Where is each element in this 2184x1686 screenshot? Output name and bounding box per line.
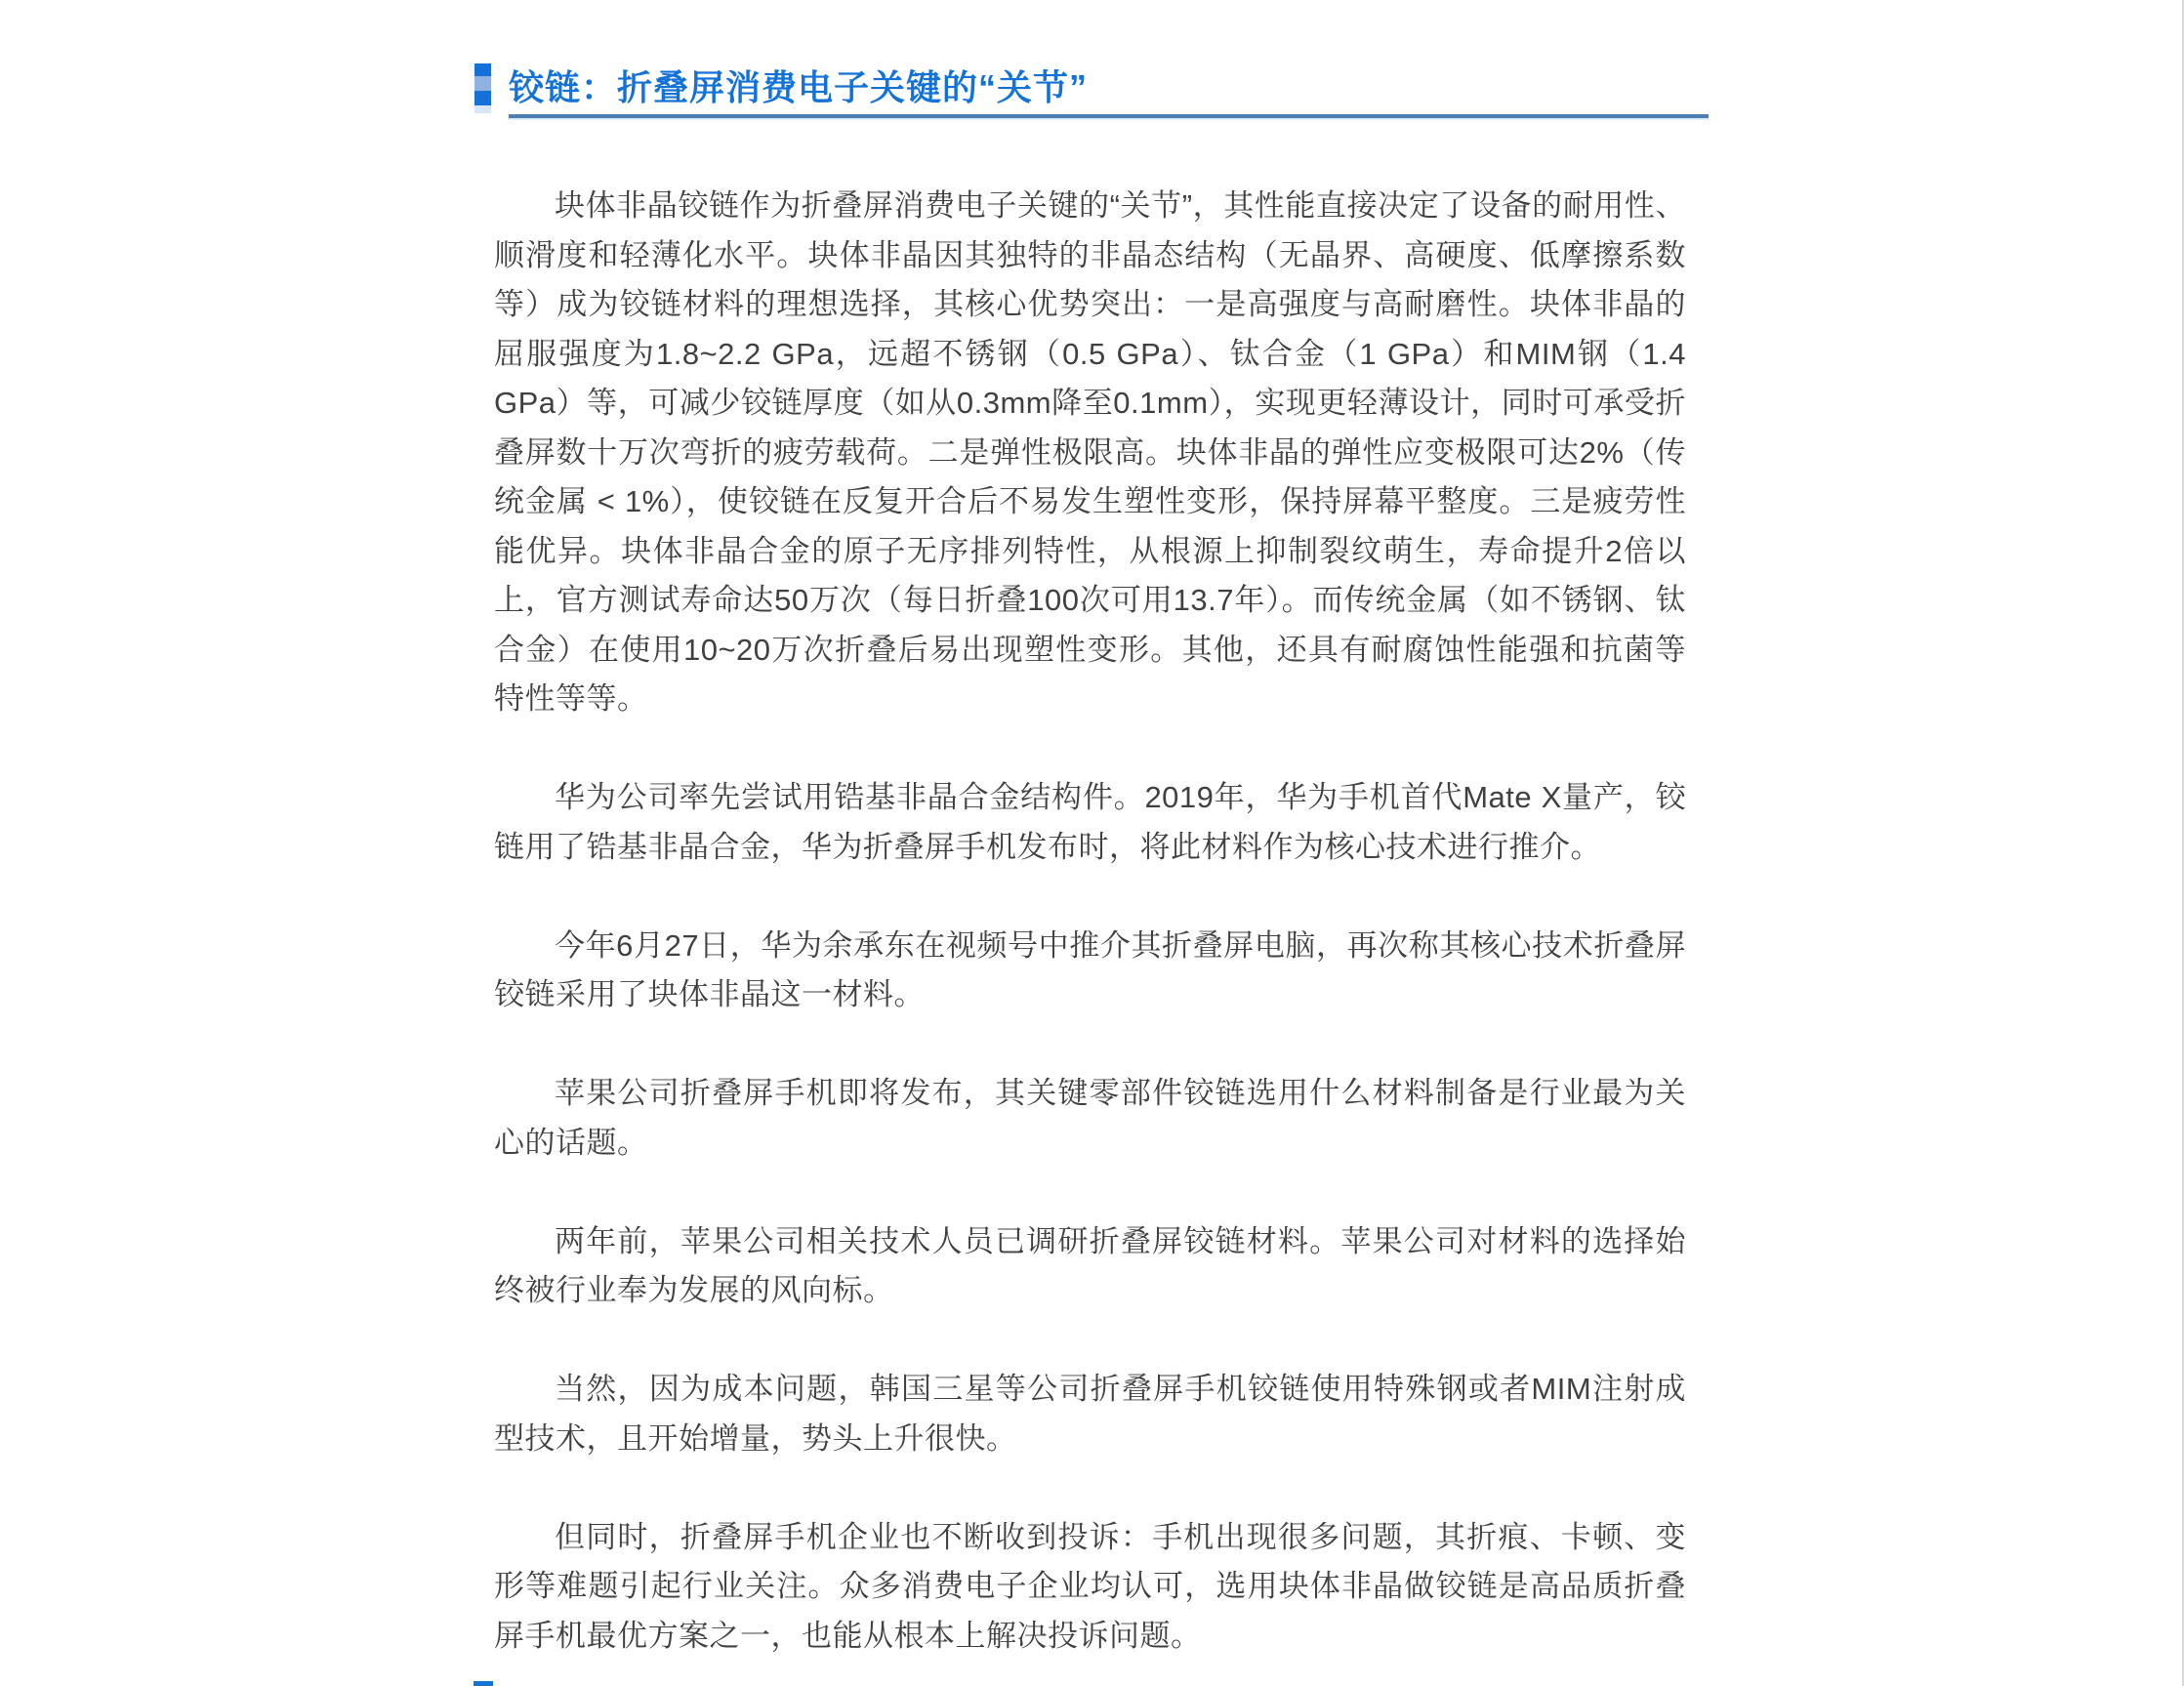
paragraph: 但同时，折叠屏手机企业也不断收到投诉：手机出现很多问题，其折痕、卡顿、变形等难题引起行业关注。众多消费电子企业均认可，选用块体非晶做铰链是高品质折叠屏手机最优方案之一，也能从根本上解决投诉问题。 [494, 1519, 1686, 1653]
section-title: 铰链：折叠屏消费电子关键的“关节” [509, 67, 1089, 107]
section-bullet-segment [474, 91, 491, 105]
section-bullet-segment [474, 105, 491, 113]
paragraph: 块体非晶铰链作为折叠屏消费电子关键的“关节”，其性能直接决定了设备的耐用性、顺滑度和轻薄化水平。块体非晶因其独特的非晶态结构（无晶界、高硬度、低摩擦系数等）成为铰链材料的理想选择，其核心优势突出：一是高强度与高耐磨性。块体非晶的屈服强度为1.8~2.2 GPa，远超不锈钢（0.5 GPa）、钛合金（1 GPa）和MIM钢（1.4 GPa）等，可减少铰链厚度（如从0.3mm降至0.1mm），实现更轻薄设计，同时可承受折叠屏数十万次弯折的疲劳载荷。二是弹性极限高。块体非晶的弹性应变极限可达2%（传统金属 < 1%），使铰链在反复开合后不易发生塑性变形，保持屏幕平整度。三是疲劳性能优异。块体非晶合金的原子无序排列特性，从根源上抑制裂纹萌生，寿命提升2倍以上，官方测试寿命达50万次（每日折叠100次可用13.7年）。而传统金属（如不锈钢、钛合金）在使用10~20万次折叠后易出现塑性变形。其他，还具有耐腐蚀性能强和抗菌等特性等等。 [494, 188, 1686, 716]
article-body [494, 182, 1686, 1686]
section-bullet-icon [474, 63, 491, 113]
paragraph: 今年6月27日，华为余承东在视频号中推介其折叠屏电脑，再次称其核心技术折叠屏铰链采用了块体非晶这一材料。 [494, 927, 1686, 1011]
section-bullet-segment [474, 63, 491, 76]
paragraph: 两年前，苹果公司相关技术人员已调研折叠屏铰链材料。苹果公司对材料的选择始终被行业奉为发展的风向标。 [494, 1223, 1686, 1307]
paragraph: 华为公司率先尝试用锆基非晶合金结构件。2019年，华为手机首代Mate X量产，铰链用了锆基非晶合金，华为折叠屏手机发布时，将此材料作为核心技术进行推介。 [494, 780, 1686, 864]
paragraph: 苹果公司折叠屏手机即将发布，其关键零部件铰链选用什么材料制备是行业最为关心的话题。 [494, 1076, 1686, 1160]
section-title-divider [509, 114, 1709, 118]
next-section-bullet-icon [474, 1681, 493, 1686]
paragraph: 当然，因为成本问题，韩国三星等公司折叠屏手机铰链使用特殊钢或者MIM注射成型技术，且开始增量，势头上升很快。 [494, 1372, 1686, 1456]
section-bullet-segment [474, 76, 491, 91]
